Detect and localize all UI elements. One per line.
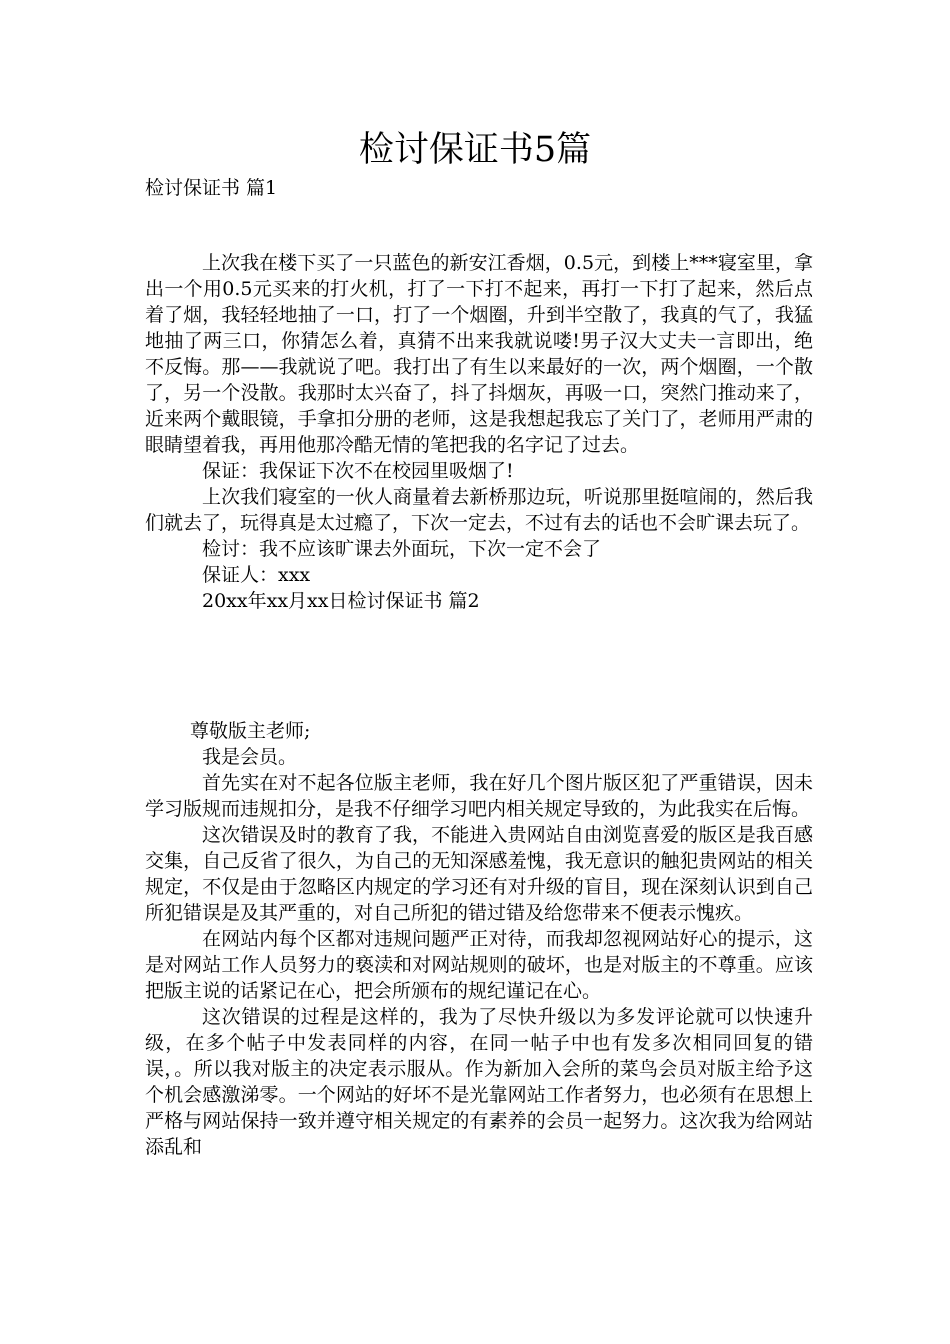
paragraph: 我是会员。 [202,746,298,768]
signature-line: 保证人：xxx [202,564,311,586]
section-2-body [145,718,813,1160]
paragraph: 这次错误及时的教育了我，不能进入贵网站自由浏览喜爱的版区是我百感交集，自己反省了很久，为自己的无知深感羞愧，我无意识的触犯贵网站的相关规定，不仅是由于忽略区内规定的学习还有对升级的盲目，现在深刻认识到自己所犯错误是及其严重的，对自己所犯的错过错及给您带来不便表示愧疚。 [145,824,813,924]
document-title: 检讨保证书5篇 [358,130,592,170]
section-1-heading: 检讨保证书 篇1 [145,177,278,199]
section-1-body [145,250,813,614]
paragraph: 上次我们寝室的一伙人商量着去新桥那边玩，听说那里挺喧闹的，然后我们就去了，玩得真是太过瘾了，下次一定去，不过有去的话也不会旷课去玩了。 [145,486,813,534]
paragraph: 首先实在对不起各位版主老师，我在好几个图片版区犯了严重错误，因未学习版规而违规扣分，是我不仔细学习吧内相关规定导致的，为此我实在后悔。 [145,772,813,820]
date-line: 20xx年xx月xx日检讨保证书 篇2 [202,590,480,612]
paragraph: 上次我在楼下买了一只蓝色的新安江香烟，0.5元，到楼上***寝室里，拿出一个用0.5元买来的打火机，打了一下打不起来，再打一下打了起来，然后点着了烟，我轻轻地抽了一口，打了一个烟圈，升到半空散了，我真的气了，我猛地抽了两三口，你猜怎么着，真猜不出来我就说喽!男子汉大丈夫一言即出，绝不反悔。那——我就说了吧。我打出了有生以来最好的一次，两个烟圈，一个散了，另一个没散。我那时太兴奋了，抖了抖烟灰，再吸一口，突然门推动来了，近来两个戴眼镜，手拿扣分册的老师，这是我想起我忘了关门了，老师用严肃的眼睛望着我，再用他那冷酷无情的笔把我的名字记了过去。 [145,252,813,456]
paragraph: 检讨：我不应该旷课去外面玩，下次一定不会了 [202,538,602,560]
salutation: 尊敬版主老师; [190,720,311,742]
paragraph: 这次错误的过程是这样的，我为了尽快升级以为多发评论就可以快速升级，在多个帖子中发表同样的内容，在同一帖子中也有发多次相同回复的错误，。所以我对版主的决定表示服从。作为新加入会所的菜鸟会员对版主给予这个机会感激涕零。一个网站的好坏不是光靠网站工作者努力，也必须有在思想上严格与网站保持一致并遵守相关规定的有素养的会员一起努力。这次我为给网站添乱和 [145,1006,813,1158]
paragraph: 保证：我保证下次不在校园里吸烟了! [202,460,514,482]
paragraph: 在网站内每个区都对违规问题严正对待，而我却忽视网站好心的提示，这是对网站工作人员努力的亵渎和对网站规则的破坏，也是对版主的不尊重。应该把版主说的话紧记在心，把会所颁布的规纪谨记在心。 [145,928,813,1002]
